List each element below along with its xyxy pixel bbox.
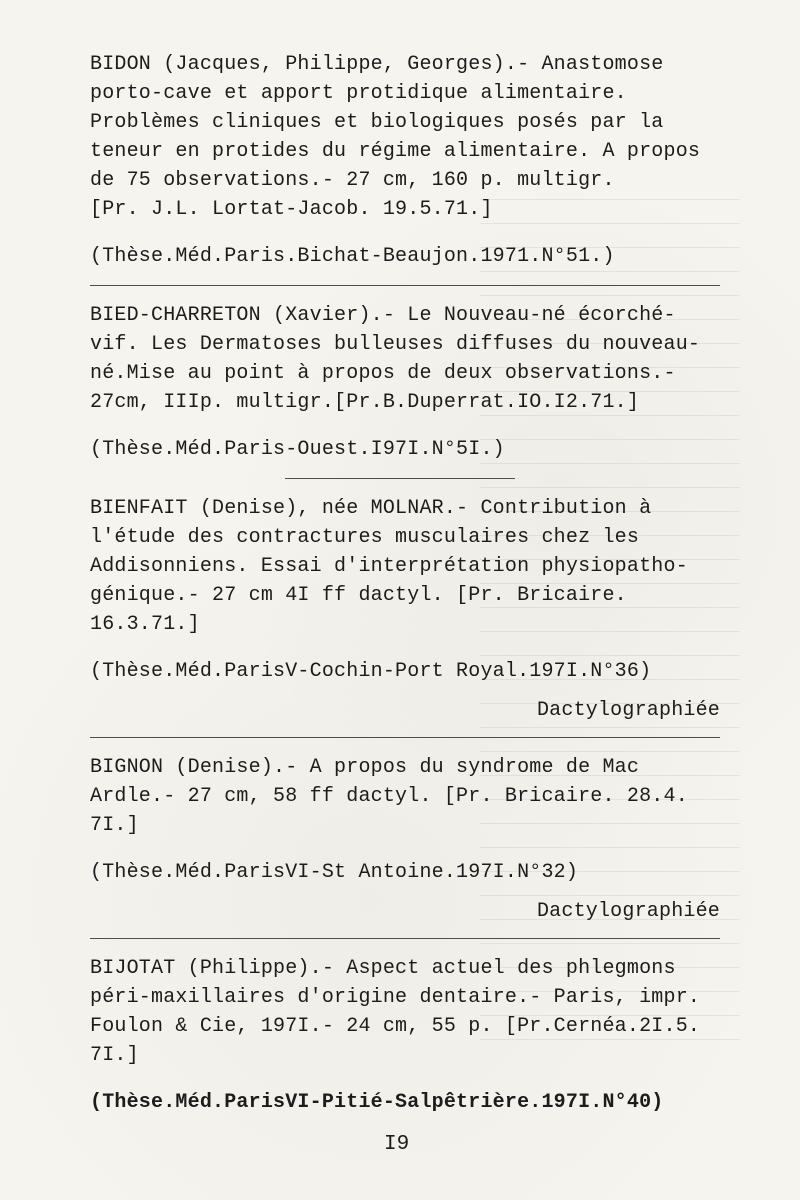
entry-line: génique.- 27 cm 4I ff dactyl. [Pr. Bricaire. xyxy=(90,584,627,607)
entry-line: BIJOTAT (Philippe).- Aspect actuel des phlegmons xyxy=(90,957,676,980)
separator-rule xyxy=(285,478,515,479)
entry-line: porto-cave et apport protidique alimentaire. xyxy=(90,82,627,105)
bibliography-entry xyxy=(90,954,720,1117)
bibliography-entry xyxy=(90,301,720,464)
entry-line: né.Mise au point à propos de deux observations.- xyxy=(90,362,676,385)
entry-line: Foulon & Cie, 197I.- 24 cm, 55 p. [Pr.Cernéa.2I.5. xyxy=(90,1015,701,1038)
entry-line: BIED-CHARRETON (Xavier).- Le Nouveau-né écorché- xyxy=(90,304,676,327)
entry-line: 16.3.71.] xyxy=(90,613,200,636)
entry-line: BIGNON (Denise).- A propos du syndrome de Mac xyxy=(90,756,640,779)
entry-line: péri-maxillaires d'origine dentaire.- Paris, impr. xyxy=(90,986,701,1009)
entry-line: 27cm, IIIp. multigr.[Pr.B.Duperrat.IO.I2.71.] xyxy=(90,391,640,414)
entry-line: Ardle.- 27 cm, 58 ff dactyl. [Pr. Bricaire. 28.4. xyxy=(90,785,688,808)
page-number: I9 xyxy=(384,1133,410,1156)
entry-line: [Pr. J.L. Lortat-Jacob. 19.5.71.] xyxy=(90,198,493,221)
entry-line: BIDON (Jacques, Philippe, Georges).- Anastomose xyxy=(90,53,664,76)
entry-line: vif. Les Dermatoses bulleuses diffuses du nouveau- xyxy=(90,333,701,356)
dactylographiee-note: Dactylographiée xyxy=(536,699,720,722)
dactylographiee-note: Dactylographiée xyxy=(536,900,720,923)
thesis-reference: (Thèse.Méd.ParisVI-Pitié-Salpêtrière.197I.N°40) xyxy=(90,1091,664,1114)
separator-rule xyxy=(90,285,720,286)
entry-line: Addisonniens. Essai d'interprétation physiopatho- xyxy=(90,555,688,578)
bibliography-content xyxy=(90,50,720,1131)
entry-line: l'étude des contractures musculaires chez les xyxy=(90,526,640,549)
entry-line: 7I.] xyxy=(90,814,139,837)
entry-line: Problèmes cliniques et biologiques posés par la xyxy=(90,111,664,134)
thesis-reference: (Thèse.Méd.Paris.Bichat-Beaujon.1971.N°51.) xyxy=(90,245,615,268)
entry-line: 7I.] xyxy=(90,1044,139,1067)
bibliography-entry xyxy=(90,50,720,271)
thesis-reference: (Thèse.Méd.ParisV-Cochin-Port Royal.197I.N°36) xyxy=(90,660,652,683)
entry-line: de 75 observations.- 27 cm, 160 p. multigr. xyxy=(90,169,615,192)
separator-rule xyxy=(90,938,720,939)
entry-line: BIENFAIT (Denise), née MOLNAR.- Contribution à xyxy=(90,497,652,520)
bibliography-entry xyxy=(90,494,720,725)
bibliography-entry xyxy=(90,753,720,926)
separator-rule xyxy=(90,737,720,738)
thesis-reference: (Thèse.Méd.ParisVI-St Antoine.197I.N°32) xyxy=(90,861,579,884)
thesis-reference: (Thèse.Méd.Paris-Ouest.I97I.N°5I.) xyxy=(90,438,505,461)
entry-line: teneur en protides du régime alimentaire. A propos xyxy=(90,140,701,163)
